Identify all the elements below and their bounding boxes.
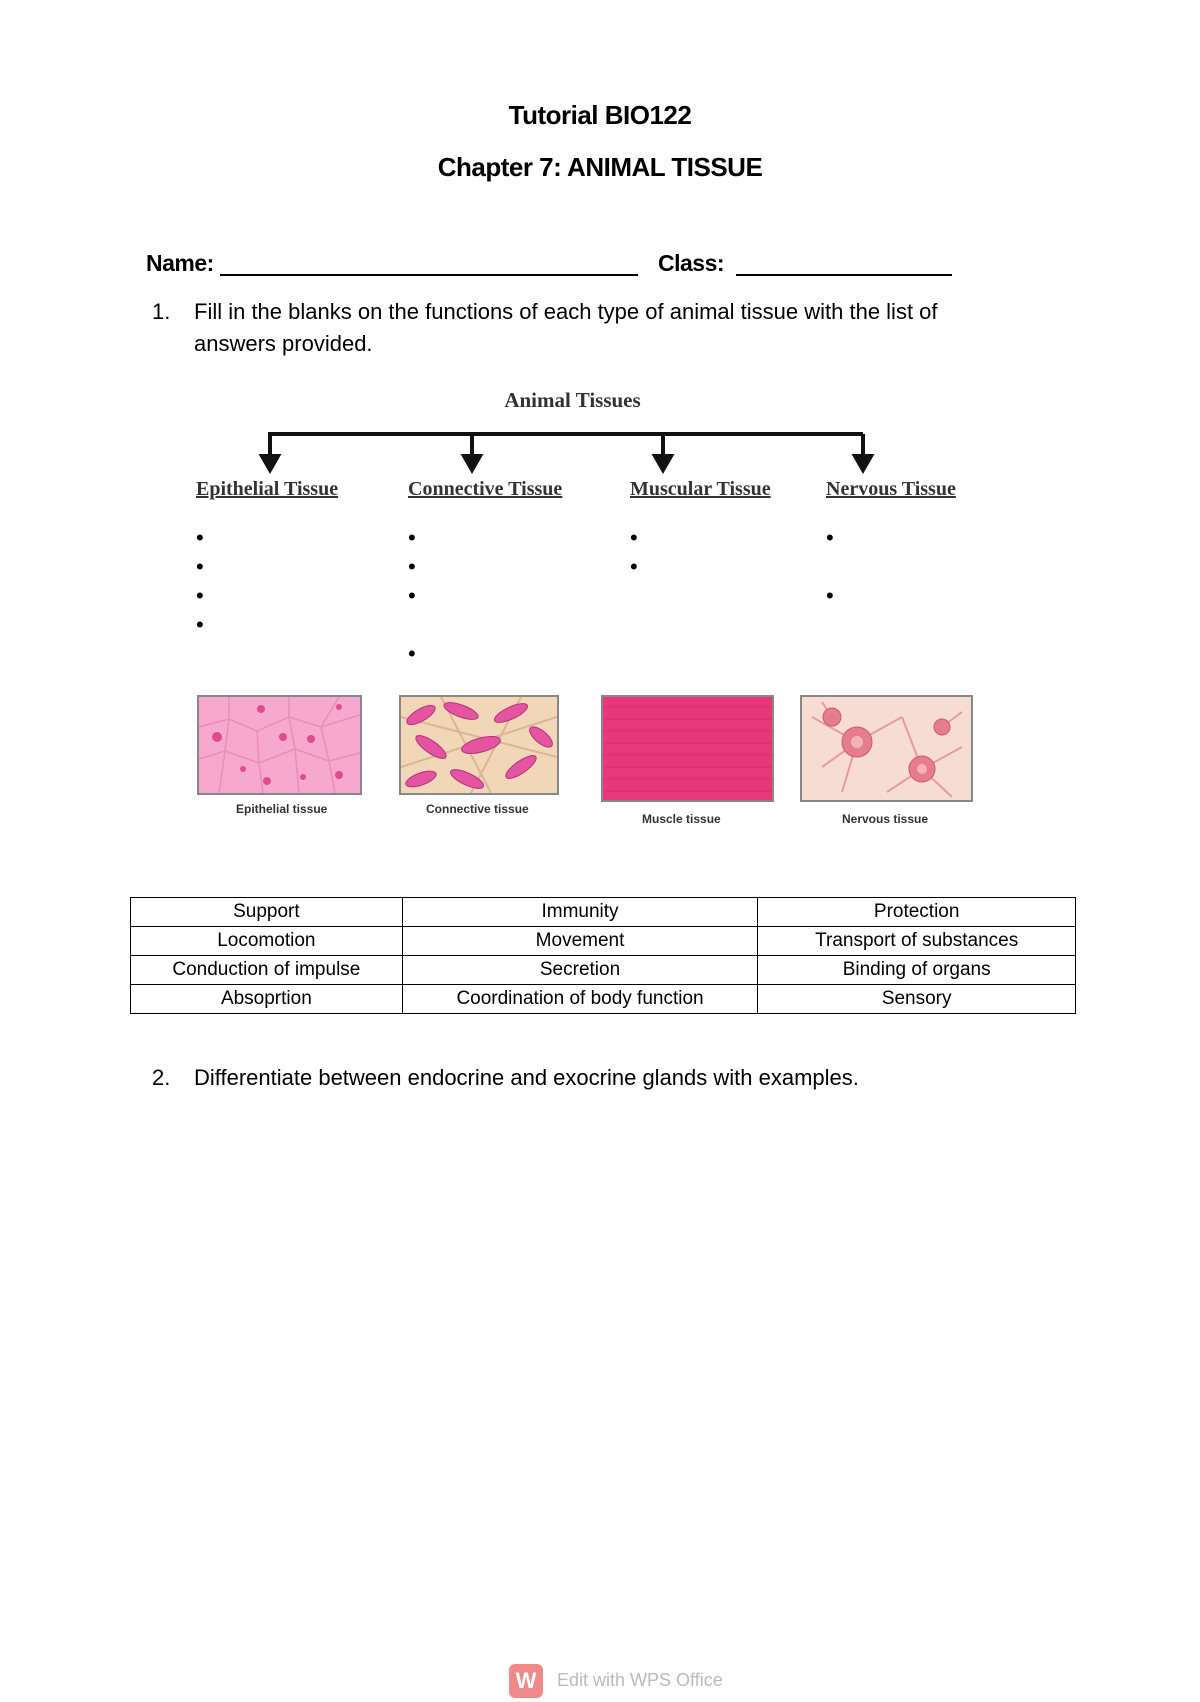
bullet-epithelial-3: • xyxy=(196,583,204,608)
bullet-epithelial-2: • xyxy=(196,554,204,579)
table-cell: Immunity xyxy=(402,898,758,927)
muscle-tissue-caption: Muscle tissue xyxy=(642,812,721,826)
name-label: Name: xyxy=(146,250,214,276)
table-cell: Absoprtion xyxy=(131,985,403,1014)
diagram-title: Animal Tissues xyxy=(504,388,641,412)
connective-tissue-image xyxy=(399,695,559,795)
heading-muscular-tissue: Muscular Tissue xyxy=(630,478,771,500)
heading-connective-tissue: Connective Tissue xyxy=(408,478,563,500)
table-cell: Binding of organs xyxy=(758,956,1076,985)
question-2 xyxy=(152,1062,1052,1098)
answer-list-table xyxy=(130,897,1076,1014)
heading-nervous-tissue: Nervous Tissue xyxy=(826,478,956,500)
bullet-connective-4: • xyxy=(408,641,416,666)
epithelial-tissue-image xyxy=(197,695,362,795)
table-cell: Locomotion xyxy=(131,927,403,956)
nervous-tissue-image xyxy=(800,695,973,802)
chapter-title: Chapter 7: ANIMAL TISSUE xyxy=(437,152,763,182)
epithelial-tissue-caption: Epithelial tissue xyxy=(236,802,328,816)
table-row xyxy=(131,985,1076,1014)
bullet-connective-1: • xyxy=(408,525,416,550)
table-cell: Protection xyxy=(758,898,1076,927)
question-2-text: Differentiate between endocrine and exocrine glands with examples. xyxy=(194,1065,859,1090)
arrow-nervous-icon xyxy=(855,456,871,470)
bullet-nervous-2: • xyxy=(826,583,834,608)
class-label: Class: xyxy=(658,250,725,276)
question-1-number: 1. xyxy=(152,299,171,324)
table-cell: Conduction of impulse xyxy=(131,956,403,985)
bullet-muscular-2: • xyxy=(630,554,638,579)
connective-tissue-caption: Connective tissue xyxy=(426,802,529,816)
bullet-epithelial-4: • xyxy=(196,612,204,637)
bullet-nervous-1: • xyxy=(826,525,834,550)
arrow-muscular-icon xyxy=(655,456,671,470)
table-row xyxy=(131,898,1076,927)
question-2-number: 2. xyxy=(152,1065,171,1090)
bullet-muscular-1: • xyxy=(630,525,638,550)
table-row xyxy=(131,956,1076,985)
arrow-epithelial-icon xyxy=(262,456,278,470)
table-cell: Movement xyxy=(402,927,758,956)
wps-edit-link[interactable]: Edit with WPS Office xyxy=(557,1670,723,1690)
table-cell: Sensory xyxy=(758,985,1076,1014)
muscle-tissue-image xyxy=(601,695,774,802)
table-cell: Secretion xyxy=(402,956,758,985)
tissue-tree-connectors xyxy=(0,0,1200,480)
document-title: Tutorial BIO122 xyxy=(508,100,692,130)
arrow-connective-icon xyxy=(464,456,480,470)
heading-epithelial-tissue: Epithelial Tissue xyxy=(196,478,339,500)
table-row xyxy=(131,927,1076,956)
question-1-text-line1: Fill in the blanks on the functions of each type of animal tissue with the list of xyxy=(194,299,938,324)
question-1-text-line2: answers provided. xyxy=(194,331,373,356)
bullet-connective-3: • xyxy=(408,583,416,608)
table-cell: Coordination of body function xyxy=(402,985,758,1014)
bullet-connective-2: • xyxy=(408,554,416,579)
nervous-tissue-caption: Nervous tissue xyxy=(842,812,929,826)
table-cell: Support xyxy=(131,898,403,927)
bullet-epithelial-1: • xyxy=(196,525,204,550)
table-cell: Transport of substances xyxy=(758,927,1076,956)
wps-logo-icon: W xyxy=(509,1664,543,1698)
